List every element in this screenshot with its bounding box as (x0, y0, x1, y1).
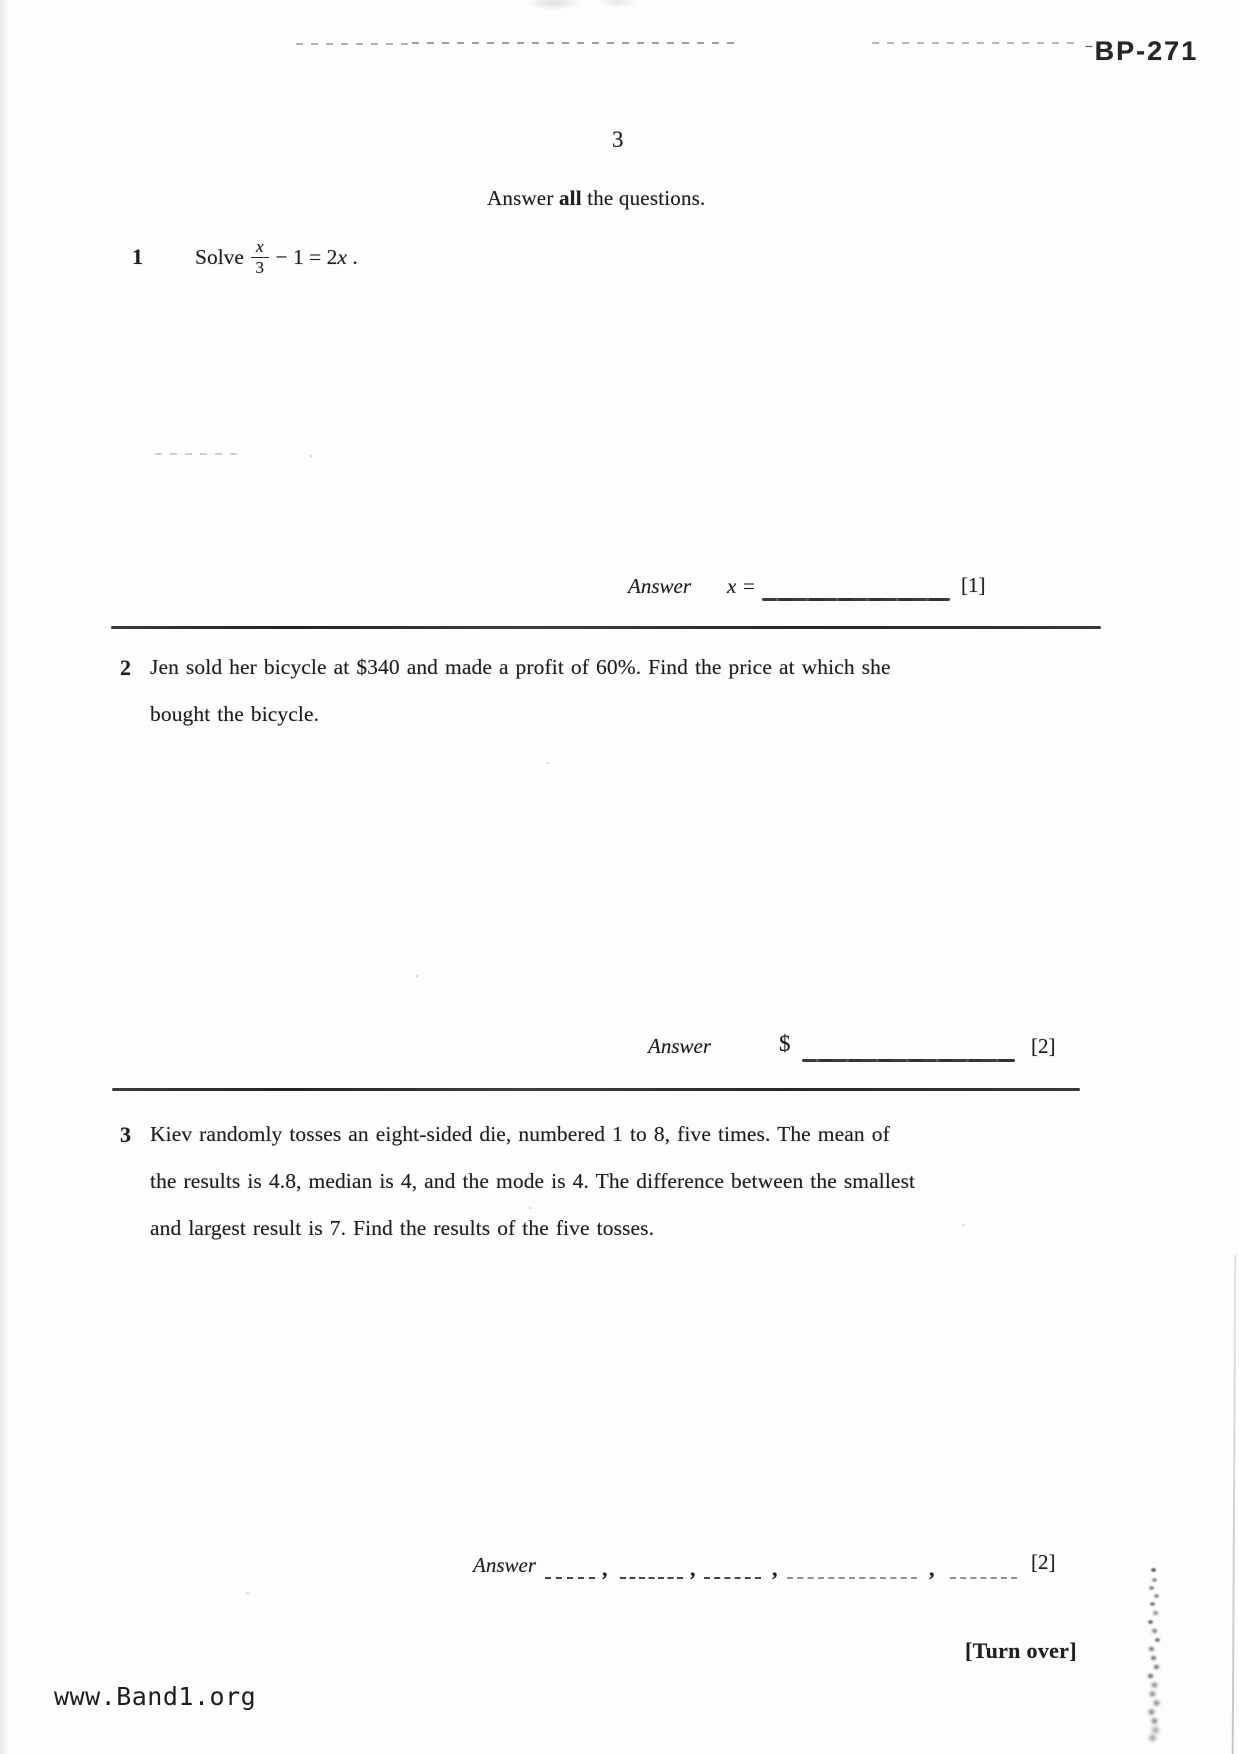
question-1 (132, 238, 358, 277)
comma: , (772, 1556, 778, 1581)
answer-3-blank (704, 1577, 761, 1579)
watermark-url: www.Band1.org (54, 1682, 257, 1711)
page-code-prefix-dashes: -- (1085, 38, 1092, 53)
question-number: 1 (132, 244, 143, 270)
question-number: 3 (120, 1122, 131, 1147)
answer-2-blank-line (802, 1059, 1015, 1062)
section-separator (111, 626, 1101, 629)
question-3-line: Kiev randomly tosses an eight-sided die, numbered 1 to 8, five times. The mean of (150, 1122, 890, 1146)
question-1-equation: − 1 = 2x . (275, 244, 358, 269)
answer-2-marks: [2] (1031, 1034, 1056, 1058)
question-3-line: and largest result is 7. Find the results of the five tosses. (150, 1216, 655, 1240)
answer-1-blank-line (762, 598, 950, 601)
comma: , (690, 1556, 696, 1581)
answer-3-blank (787, 1577, 917, 1579)
turn-over-label: [Turn over] (965, 1638, 1077, 1663)
comma: , (602, 1556, 608, 1581)
answer-2-label: Answer (648, 1034, 711, 1058)
question-2-line: bought the bicycle. (150, 702, 320, 726)
answer-3-marks: [2] (1031, 1550, 1056, 1574)
answer-3-blank (950, 1577, 1017, 1579)
instruction-line: Answer all the questions. (487, 186, 706, 210)
section-separator (112, 1088, 1080, 1091)
answer-2-dollar-sign: $ (779, 1031, 791, 1056)
answer-1-marks: [1] (961, 573, 986, 597)
answer-3-blank (620, 1577, 683, 1579)
question-3-line: the results is 4.8, median is 4, and the mode is 4. The difference between the smallest (150, 1169, 916, 1193)
page-number: 3 (612, 127, 624, 152)
instruction-bold-word: all (558, 186, 582, 210)
answer-3-label: Answer (473, 1553, 536, 1577)
question-2-line: Jen sold her bicycle at $340 and made a profit of 60%. Find the price at which she (150, 655, 891, 679)
page-code: -- BP-271 (1085, 36, 1199, 66)
fraction-x-over-3: $\frac{x}{3}$ (251, 238, 269, 277)
answer-1-variable: x = (727, 574, 756, 598)
question-1-lead: Solve (195, 244, 244, 269)
question-number: 2 (120, 655, 131, 680)
answer-1-label: Answer (628, 574, 691, 598)
comma: , (929, 1556, 935, 1581)
answer-3-blank (545, 1577, 595, 1579)
